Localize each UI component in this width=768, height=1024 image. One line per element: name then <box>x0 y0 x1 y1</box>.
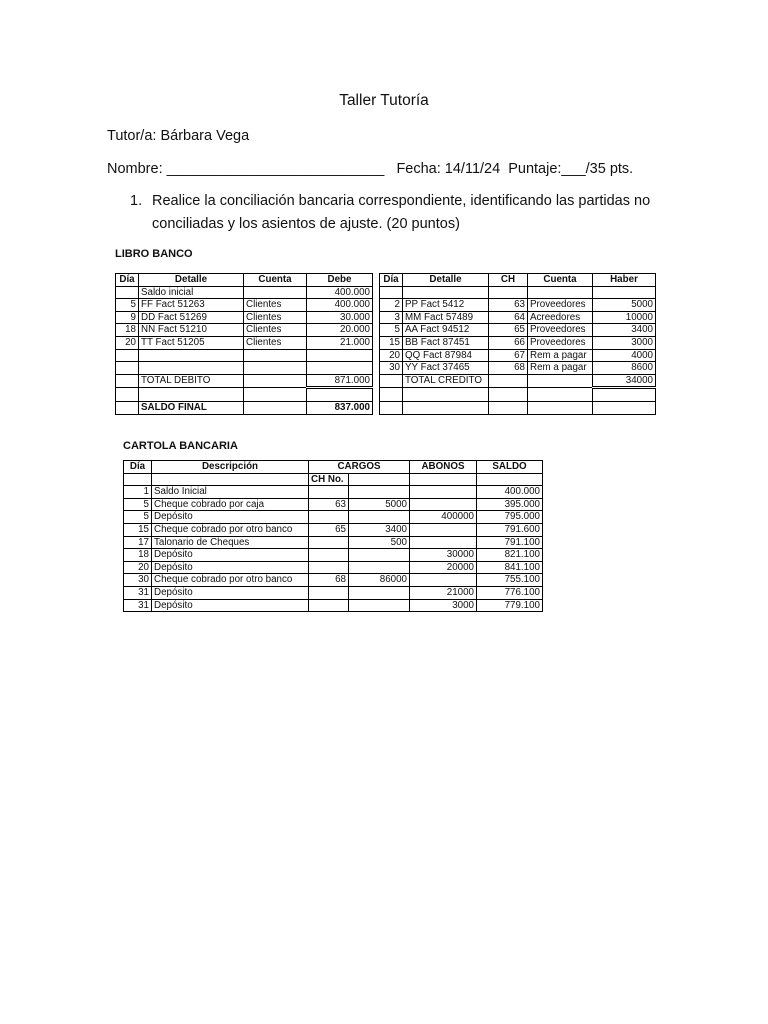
cell-dia: 30 <box>380 362 403 375</box>
cell-debe: 20.000 <box>307 324 373 337</box>
table-row <box>116 286 656 299</box>
table-row <box>124 511 543 524</box>
cell-dia: 18 <box>116 324 139 337</box>
cell-ch-no <box>309 536 349 549</box>
cell-cuenta: Proveedores <box>528 324 593 337</box>
cell-cuenta <box>528 374 593 388</box>
cell-cuenta <box>244 374 307 388</box>
nombre-fecha-puntaje-line: Nombre: ___________________________ Fecha: 14/11/24 Puntaje:___/35 pts. <box>107 161 634 177</box>
cell-ch: 64 <box>489 311 528 324</box>
cell-dia <box>116 401 139 414</box>
cell-dia <box>380 286 403 299</box>
cell-debe: 400.000 <box>307 299 373 312</box>
cell-cuenta: Clientes <box>244 311 307 324</box>
cell-dia: 30 <box>124 574 152 587</box>
question-1 <box>130 190 690 236</box>
cell-detalle <box>403 401 489 414</box>
table-row <box>124 574 543 587</box>
cell-cargo: 500 <box>349 536 410 549</box>
cell-haber: 4000 <box>593 349 656 362</box>
cell-detalle: TOTAL DEBITO <box>139 374 244 388</box>
column-gap <box>373 324 380 337</box>
table-row <box>124 486 543 499</box>
table-row <box>124 586 543 599</box>
cell-cuenta: Clientes <box>244 324 307 337</box>
cell-saldo: 841.100 <box>477 561 543 574</box>
cell-saldo: 779.100 <box>477 599 543 612</box>
cell-descripcion: Saldo Inicial <box>152 486 309 499</box>
cell-ch: 68 <box>489 362 528 375</box>
cell-dia: 20 <box>380 349 403 362</box>
col-header-ch: CH <box>489 274 528 287</box>
col-header-debe: Debe <box>307 274 373 287</box>
cell-abono <box>410 574 477 587</box>
table-row <box>116 311 656 324</box>
cell-dia: 31 <box>124 599 152 612</box>
column-gap <box>373 336 380 349</box>
empty-cell <box>477 473 543 486</box>
cell-descripcion: Cheque cobrado por caja <box>152 498 309 511</box>
cell-dia: 3 <box>380 311 403 324</box>
cell-ch-no <box>309 549 349 562</box>
col-header-dia: Día <box>124 461 152 474</box>
cell-abono: 20000 <box>410 561 477 574</box>
cell-dia <box>116 374 139 388</box>
table-row <box>124 523 543 536</box>
cell-saldo: 400.000 <box>477 486 543 499</box>
cell-cuenta <box>244 388 307 402</box>
cell-cargo <box>349 549 410 562</box>
cell-descripcion: Depósito <box>152 511 309 524</box>
cell-dia: 20 <box>116 336 139 349</box>
table-row <box>116 388 656 402</box>
cell-ch <box>489 374 528 388</box>
cell-descripcion: Cheque cobrado por otro banco <box>152 574 309 587</box>
empty-cell <box>410 473 477 486</box>
cell-saldo: 776.100 <box>477 586 543 599</box>
cell-cargo <box>349 511 410 524</box>
cell-ch-no <box>309 561 349 574</box>
cell-ch <box>489 401 528 414</box>
cell-detalle <box>403 286 489 299</box>
cell-cuenta: Proveedores <box>528 336 593 349</box>
cartola-bancaria-table <box>123 460 543 612</box>
column-gap <box>373 286 380 299</box>
document-title: Taller Tutoría <box>339 92 429 109</box>
table-row <box>124 536 543 549</box>
cell-descripcion: Talonario de Cheques <box>152 536 309 549</box>
table-row <box>124 599 543 612</box>
col-header-dia: Día <box>380 274 403 287</box>
cell-haber <box>593 401 656 414</box>
cell-detalle: FF Fact 51263 <box>139 299 244 312</box>
cell-detalle: BB Fact 87451 <box>403 336 489 349</box>
cell-detalle: NN Fact 51210 <box>139 324 244 337</box>
cell-dia: 18 <box>124 549 152 562</box>
cell-detalle: TOTAL CREDITO <box>403 374 489 388</box>
cell-abono: 21000 <box>410 586 477 599</box>
cell-debe: 871.000 <box>307 374 373 388</box>
table-row <box>116 362 656 375</box>
table-row <box>124 498 543 511</box>
cell-descripcion: Depósito <box>152 549 309 562</box>
cell-detalle: Saldo inicial <box>139 286 244 299</box>
cell-haber: 34000 <box>593 374 656 388</box>
cell-dia: 15 <box>124 523 152 536</box>
empty-cell <box>124 473 152 486</box>
column-gap <box>373 388 380 402</box>
cell-haber: 5000 <box>593 299 656 312</box>
cell-ch <box>489 286 528 299</box>
table-row <box>116 374 656 388</box>
cell-detalle: TT Fact 51205 <box>139 336 244 349</box>
cell-dia <box>380 374 403 388</box>
cell-detalle: MM Fact 57489 <box>403 311 489 324</box>
column-gap <box>373 311 380 324</box>
cell-abono <box>410 486 477 499</box>
cell-debe: 837.000 <box>307 401 373 414</box>
cell-dia <box>116 286 139 299</box>
column-gap <box>373 374 380 388</box>
cell-saldo: 395.000 <box>477 498 543 511</box>
column-gap <box>373 401 380 414</box>
cell-dia: 9 <box>116 311 139 324</box>
cell-descripcion: Depósito <box>152 586 309 599</box>
cell-descripcion: Depósito <box>152 561 309 574</box>
column-gap <box>373 299 380 312</box>
cell-saldo: 821.100 <box>477 549 543 562</box>
question-text: Realice la conciliación bancaria correspondiente, identificando las partidas no conciliadas y los asientos de ajuste. (20 puntos) <box>152 193 651 232</box>
cell-cargo <box>349 561 410 574</box>
cell-debe <box>307 388 373 402</box>
question-number: 1. <box>130 193 143 209</box>
cartola-subheader-row <box>124 473 543 486</box>
cell-cuenta: Clientes <box>244 299 307 312</box>
cell-detalle <box>403 388 489 402</box>
cell-abono <box>410 536 477 549</box>
empty-cell <box>349 473 410 486</box>
cell-detalle: SALDO FINAL <box>139 401 244 414</box>
cell-haber: 3000 <box>593 336 656 349</box>
cell-cuenta: Acreedores <box>528 311 593 324</box>
cell-dia <box>116 362 139 375</box>
cell-dia <box>116 388 139 402</box>
cell-debe: 30.000 <box>307 311 373 324</box>
cell-ch: 63 <box>489 299 528 312</box>
cell-debe: 21.000 <box>307 336 373 349</box>
cell-abono: 30000 <box>410 549 477 562</box>
cell-dia: 5 <box>116 299 139 312</box>
cell-ch: 66 <box>489 336 528 349</box>
col-header-dia: Día <box>116 274 139 287</box>
cartola-bancaria-heading: CARTOLA BANCARIA <box>123 440 238 452</box>
cell-dia: 15 <box>380 336 403 349</box>
cell-haber <box>593 286 656 299</box>
cell-cuenta: Rem a pagar <box>528 362 593 375</box>
column-gap <box>373 274 380 287</box>
cell-detalle: YY Fact 37465 <box>403 362 489 375</box>
cell-cargo: 86000 <box>349 574 410 587</box>
cell-cuenta <box>528 388 593 402</box>
cell-dia: 20 <box>124 561 152 574</box>
cartola-header-row <box>124 461 543 474</box>
libro-banco-table <box>115 273 656 415</box>
cell-dia: 2 <box>380 299 403 312</box>
col-header-saldo: SALDO <box>477 461 543 474</box>
cell-haber: 10000 <box>593 311 656 324</box>
cell-cargo <box>349 586 410 599</box>
cell-haber: 8600 <box>593 362 656 375</box>
table-row <box>116 336 656 349</box>
col-header-detalle: Detalle <box>403 274 489 287</box>
cell-dia <box>380 401 403 414</box>
cell-cuenta: Proveedores <box>528 299 593 312</box>
cell-ch: 65 <box>489 324 528 337</box>
cell-cuenta <box>244 286 307 299</box>
col-header-cuenta: Cuenta <box>528 274 593 287</box>
cell-descripcion: Depósito <box>152 599 309 612</box>
col-subheader-ch-no: CH No. <box>309 473 349 486</box>
cell-saldo: 791.600 <box>477 523 543 536</box>
cell-cuenta <box>244 401 307 414</box>
col-header-abonos: ABONOS <box>410 461 477 474</box>
col-header-detalle: Detalle <box>139 274 244 287</box>
cell-cuenta: Rem a pagar <box>528 349 593 362</box>
cell-ch: 67 <box>489 349 528 362</box>
cell-haber <box>593 388 656 402</box>
cell-saldo: 791.100 <box>477 536 543 549</box>
cell-haber: 3400 <box>593 324 656 337</box>
cell-detalle <box>139 349 244 362</box>
cell-ch-no <box>309 599 349 612</box>
table-row <box>116 324 656 337</box>
cell-dia: 5 <box>124 511 152 524</box>
cell-abono: 400000 <box>410 511 477 524</box>
cell-cargo <box>349 599 410 612</box>
cell-debe: 400.000 <box>307 286 373 299</box>
cell-dia: 1 <box>124 486 152 499</box>
cell-debe <box>307 362 373 375</box>
cell-abono <box>410 498 477 511</box>
table-row <box>116 349 656 362</box>
cell-dia: 17 <box>124 536 152 549</box>
libro-banco-header-row <box>116 274 656 287</box>
cell-ch <box>489 388 528 402</box>
cell-ch-no <box>309 486 349 499</box>
cell-ch-no: 63 <box>309 498 349 511</box>
table-row <box>116 299 656 312</box>
cell-cargo: 5000 <box>349 498 410 511</box>
cell-dia: 5 <box>380 324 403 337</box>
cell-dia <box>116 349 139 362</box>
cell-ch-no: 65 <box>309 523 349 536</box>
cell-descripcion: Cheque cobrado por otro banco <box>152 523 309 536</box>
cell-detalle: DD Fact 51269 <box>139 311 244 324</box>
cell-dia <box>380 388 403 402</box>
cell-detalle <box>139 362 244 375</box>
tutor-line: Tutor/a: Bárbara Vega <box>107 128 250 144</box>
column-gap <box>373 362 380 375</box>
cell-abono: 3000 <box>410 599 477 612</box>
libro-banco-heading: LIBRO BANCO <box>115 248 193 260</box>
cell-cargo: 3400 <box>349 523 410 536</box>
cell-debe <box>307 349 373 362</box>
cell-saldo: 755.100 <box>477 574 543 587</box>
table-row <box>116 401 656 414</box>
cell-ch-no: 68 <box>309 574 349 587</box>
cell-detalle <box>139 388 244 402</box>
cell-detalle: AA Fact 94512 <box>403 324 489 337</box>
col-header-cargos: CARGOS <box>309 461 410 474</box>
cell-ch-no <box>309 586 349 599</box>
cell-dia: 5 <box>124 498 152 511</box>
cell-cargo <box>349 486 410 499</box>
cell-cuenta <box>244 362 307 375</box>
col-header-descripcion: Descripción <box>152 461 309 474</box>
cell-cuenta <box>528 286 593 299</box>
cell-ch-no <box>309 511 349 524</box>
cell-saldo: 795.000 <box>477 511 543 524</box>
cell-detalle: PP Fact 5412 <box>403 299 489 312</box>
cell-abono <box>410 523 477 536</box>
table-row <box>124 549 543 562</box>
cell-cuenta <box>244 349 307 362</box>
cell-cuenta: Clientes <box>244 336 307 349</box>
empty-cell <box>152 473 309 486</box>
col-header-cuenta: Cuenta <box>244 274 307 287</box>
col-header-haber: Haber <box>593 274 656 287</box>
cell-cuenta <box>528 401 593 414</box>
cell-dia: 31 <box>124 586 152 599</box>
column-gap <box>373 349 380 362</box>
cell-detalle: QQ Fact 87984 <box>403 349 489 362</box>
table-row <box>124 561 543 574</box>
